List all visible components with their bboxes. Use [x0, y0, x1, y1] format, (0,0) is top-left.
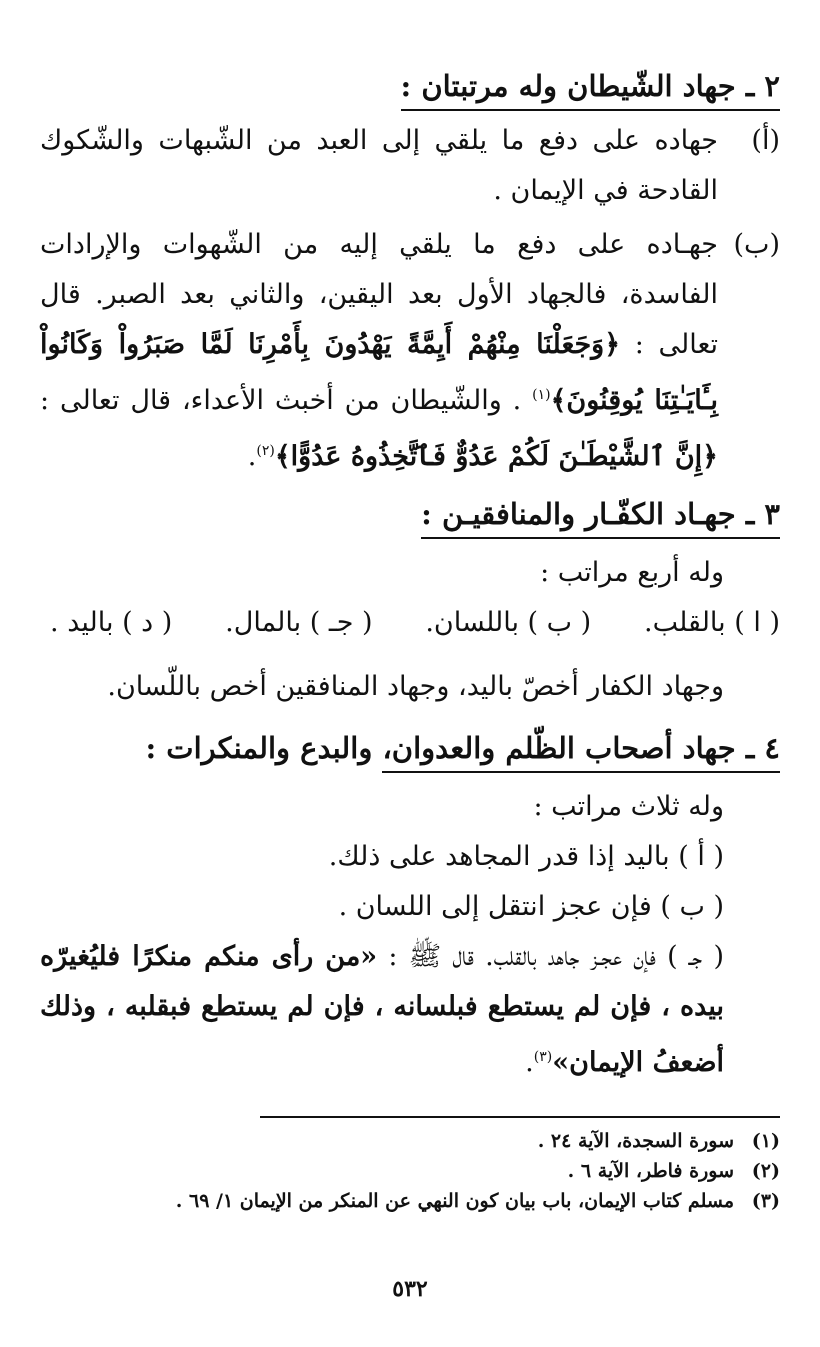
footnote-divider — [260, 1116, 780, 1118]
section-heading-satan — [40, 62, 780, 110]
oppressors-intro: وله ثلاث مراتب : — [533, 791, 724, 822]
disbelievers-intro: وله أربع مراتب : — [540, 557, 724, 588]
satan-enemy-text: والشّيطان من أخبث الأعداء، قال تعالى : — [40, 385, 502, 416]
footnote-ref-3: (٣) — [533, 1049, 553, 1065]
footnote-ref-2: (٢) — [256, 443, 275, 459]
rank-b-body — [40, 220, 718, 482]
rank-heart: ( ا ) بالقلب. — [644, 607, 780, 638]
footnote-2-text: سورة فاطر، الآية ٦ . — [567, 1160, 734, 1182]
satan-rank-a — [40, 116, 780, 216]
verse-sajda-end: . — [512, 385, 522, 416]
section-heading-satan-text: ٢ ـ جهاد الشّيطان وله مرتبتان : — [401, 69, 780, 111]
disbelievers-note: وجهاد الكفار أخصّ باليد، وجهاد المنافقين أخص باللّسان. — [107, 671, 724, 702]
section-heading-disbelievers — [40, 490, 780, 538]
page-number: ٥٣٢ — [392, 1276, 428, 1302]
rank-tongue: ( ب ) باللسان. — [425, 607, 592, 638]
section-heading-disbelievers-text: ٣ ـ جهـاد الكفّـار والمنافقيـن : — [421, 497, 780, 539]
footnote-1-mark: (١) — [751, 1130, 780, 1152]
verse-fatir: ﴿إِنَّ ٱلشَّيْطَـٰنَ لَكُمْ عَدُوٌّ فَٱتَّخِذُوهُ عَدُوًّا﴾ — [274, 441, 718, 472]
oppressors-rank-b: ( ب ) فإن عجز انتقل إلى اللسان . — [338, 891, 724, 922]
oppressors-rank-c-text: ( جـ ) فإن عجـز جاهد بالقلب. قال ﷺ : — [388, 941, 724, 972]
disbelievers-ranks — [40, 598, 780, 648]
verse-fatir-end: . — [247, 441, 257, 472]
rank-hand: ( د ) باليد . — [50, 607, 173, 638]
footnote-3 — [40, 1186, 780, 1216]
footnote-3-mark: (٣) — [751, 1190, 780, 1212]
section-heading-oppressors-rest: والبدع والمنكرات : — [145, 731, 383, 765]
satan-rank-b — [40, 220, 780, 482]
section-heading-oppressors — [40, 724, 780, 772]
footnote-1 — [40, 1126, 780, 1156]
oppressors-rank-c — [40, 932, 780, 1088]
hadith-text: «من رأى منكم منكرًا فليُغيرّه بيده ، فإن لم يستطع فبلسانه ، فإن لم يستطع فبقلبه ، وذلك أضعفُ الإيمان» — [40, 941, 724, 1078]
oppressors-rank-a: ( أ ) باليد إذا قدر المجاهد على ذلك. — [328, 841, 724, 872]
rank-b-mark: (ب) — [733, 229, 780, 260]
footnote-ref-1: (١) — [532, 387, 551, 403]
hadith-end: . — [525, 1047, 534, 1078]
footnote-2-mark: (٢) — [751, 1160, 780, 1182]
rank-a-text: جهاده على دفع ما يلقي إلى العبد من الشّبهات والشّكوك القادحة في الإيمان . — [40, 125, 718, 206]
rank-wealth: ( جـ ) بالمال. — [225, 607, 373, 638]
rank-b-text: جهـاده على دفع ما يلقي إليه من الشّهوات والإرادات الفاسدة، — [40, 229, 718, 310]
footnote-3-text: مسلم كتاب الإيمان، باب بيان كون النهي عن المنكر من الإيمان ١/ ٦٩ . — [175, 1190, 734, 1212]
rank-a-mark: (أ) — [751, 125, 780, 156]
verse-sajda: ﴿وَجَعَلْنَا مِنْهُمْ أَيِمَّةً يَهْدُونَ بِأَمْرِنَا لَمَّا صَبَرُواْ وَكَانُواْ بِـَٔايَـٰتِنَا يُوقِنُونَ﴾ — [40, 329, 718, 416]
footnote-1-text: سورة السجدة، الآية ٢٤ . — [537, 1130, 734, 1152]
footnote-2 — [40, 1156, 780, 1186]
section-heading-oppressors-underlined: ٤ ـ جهاد أصحاب الظّلم والعدوان، — [382, 731, 780, 773]
rank-b-cont: فالجهاد الأول بعد اليقين، والثاني بعد الصبر. قال تعالى : — [40, 279, 718, 360]
